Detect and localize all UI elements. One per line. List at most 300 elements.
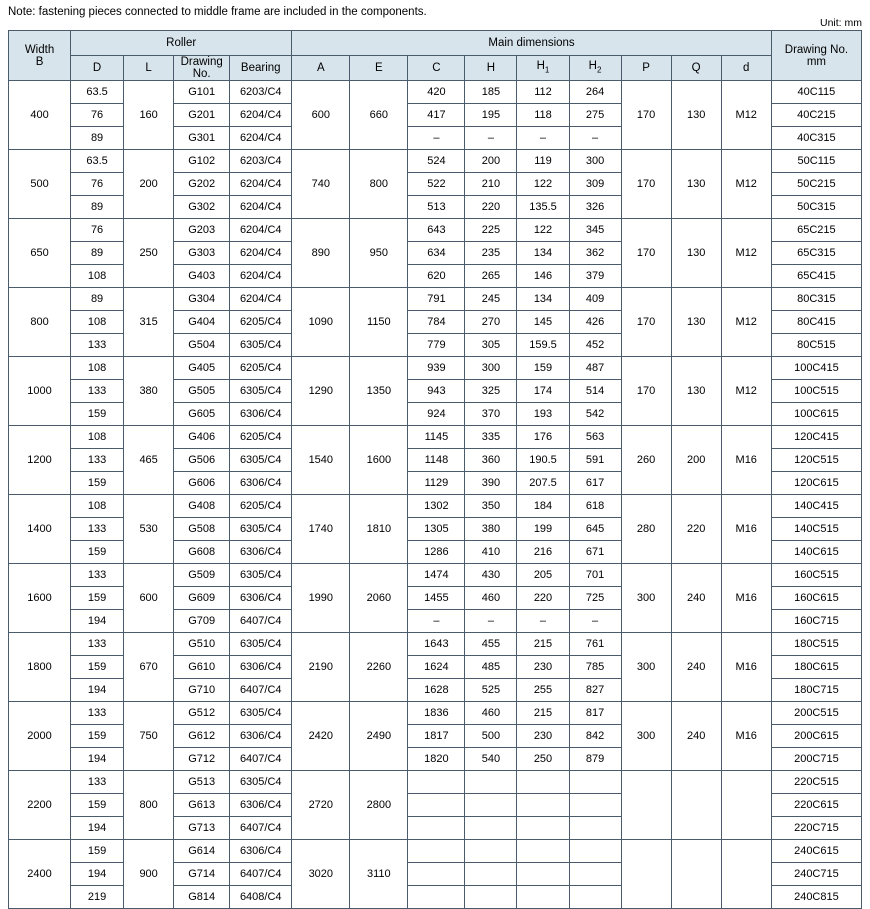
- cell-dim-c: 1305: [408, 518, 465, 541]
- cell-roller-d: 133: [71, 702, 124, 725]
- cell-dim-p: [621, 771, 671, 840]
- cell-dim-c: 784: [408, 311, 465, 334]
- cell-dim-h: 350: [465, 495, 517, 518]
- cell-roller-drawing-no: G506: [174, 449, 230, 472]
- cell-roller-drawing-no: G403: [174, 265, 230, 288]
- cell-dim-h: –: [465, 610, 517, 633]
- cell-roller-drawing-no: G509: [174, 564, 230, 587]
- cell-width-b: 1800: [9, 633, 71, 702]
- cell-roller-drawing-no: G405: [174, 357, 230, 380]
- cell-dim-p: 280: [621, 495, 671, 564]
- cell-roller-l: 380: [124, 357, 174, 426]
- cell-dim-h1: 159.5: [517, 334, 569, 357]
- header-col-a: A: [292, 56, 350, 81]
- cell-drawing-no: 200C515: [771, 702, 861, 725]
- cell-dim-h1: 134: [517, 288, 569, 311]
- cell-drawing-no: 50C315: [771, 196, 861, 219]
- cell-drawing-no: 140C415: [771, 495, 861, 518]
- cell-roller-d: 133: [71, 449, 124, 472]
- cell-dim-h: 220: [465, 196, 517, 219]
- cell-roller-bearing: 6204/C4: [230, 288, 292, 311]
- header-col-p: P: [621, 56, 671, 81]
- cell-dim-p: 260: [621, 426, 671, 495]
- cell-drawing-no: 65C215: [771, 219, 861, 242]
- cell-roller-d: 133: [71, 633, 124, 656]
- cell-roller-d: 159: [71, 541, 124, 564]
- cell-roller-drawing-no: G609: [174, 587, 230, 610]
- cell-dim-h1: [517, 840, 569, 863]
- header-col-drawing-no: [174, 56, 230, 81]
- cell-dim-h: 460: [465, 702, 517, 725]
- cell-roller-bearing: 6205/C4: [230, 495, 292, 518]
- cell-dim-c: [408, 886, 465, 909]
- cell-dim-c: 1820: [408, 748, 465, 771]
- header-col-h1: [517, 56, 569, 81]
- cell-width-b: 1400: [9, 495, 71, 564]
- cell-dim-h2: 300: [569, 150, 621, 173]
- cell-dim-c: [408, 794, 465, 817]
- cell-dim-h2: 362: [569, 242, 621, 265]
- cell-roller-d: 159: [71, 403, 124, 426]
- cell-dim-h: 430: [465, 564, 517, 587]
- cell-dim-q: 240: [671, 633, 721, 702]
- cell-dim-a: 3020: [292, 840, 350, 909]
- cell-dim-h: 410: [465, 541, 517, 564]
- cell-roller-drawing-no: G101: [174, 81, 230, 104]
- cell-dim-q: 130: [671, 288, 721, 357]
- cell-dim-h2: 645: [569, 518, 621, 541]
- cell-dim-c: 939: [408, 357, 465, 380]
- cell-dim-h: 370: [465, 403, 517, 426]
- cell-roller-drawing-no: G712: [174, 748, 230, 771]
- cell-roller-bearing: 6306/C4: [230, 656, 292, 679]
- header-width-b: [9, 31, 71, 81]
- cell-dim-p: 300: [621, 564, 671, 633]
- cell-dim-h: 360: [465, 449, 517, 472]
- cell-dim-c: 1628: [408, 679, 465, 702]
- cell-dim-h: 335: [465, 426, 517, 449]
- cell-dim-e: 2800: [350, 771, 408, 840]
- cell-roller-bearing: 6306/C4: [230, 725, 292, 748]
- cell-dim-h1: 250: [517, 748, 569, 771]
- header-col-h2-sub: 2: [596, 65, 602, 75]
- cell-roller-drawing-no: G513: [174, 771, 230, 794]
- table-row: [9, 426, 862, 449]
- cell-drawing-no: 200C615: [771, 725, 861, 748]
- cell-roller-drawing-no: G408: [174, 495, 230, 518]
- cell-dim-h2: 842: [569, 725, 621, 748]
- cell-dim-h: 225: [465, 219, 517, 242]
- cell-dim-h2: –: [569, 610, 621, 633]
- cell-roller-bearing: 6306/C4: [230, 403, 292, 426]
- cell-dim-h1: 216: [517, 541, 569, 564]
- cell-dim-h1: 230: [517, 656, 569, 679]
- cell-dim-c: [408, 840, 465, 863]
- cell-roller-bearing: 6407/C4: [230, 679, 292, 702]
- cell-dim-c: –: [408, 127, 465, 150]
- cell-roller-l: 670: [124, 633, 174, 702]
- table-body: [9, 81, 862, 909]
- cell-roller-l: 200: [124, 150, 174, 219]
- cell-roller-bearing: 6204/C4: [230, 196, 292, 219]
- cell-dim-h1: 176: [517, 426, 569, 449]
- header-row-sub: [9, 56, 862, 81]
- cell-dim-d: M12: [721, 219, 771, 288]
- cell-dim-d: M16: [721, 564, 771, 633]
- cell-dim-p: 170: [621, 288, 671, 357]
- cell-dim-h2: 879: [569, 748, 621, 771]
- table-row: [9, 564, 862, 587]
- cell-dim-h1: 134: [517, 242, 569, 265]
- cell-drawing-no: 40C315: [771, 127, 861, 150]
- cell-drawing-no: 140C615: [771, 541, 861, 564]
- cell-dim-c: 643: [408, 219, 465, 242]
- cell-roller-d: 108: [71, 495, 124, 518]
- cell-roller-bearing: 6205/C4: [230, 426, 292, 449]
- cell-roller-l: 465: [124, 426, 174, 495]
- cell-roller-d: 194: [71, 748, 124, 771]
- cell-roller-drawing-no: G303: [174, 242, 230, 265]
- cell-dim-h1: 135.5: [517, 196, 569, 219]
- cell-roller-d: 89: [71, 242, 124, 265]
- cell-dim-a: 1540: [292, 426, 350, 495]
- cell-drawing-no: 40C115: [771, 81, 861, 104]
- cell-roller-drawing-no: G302: [174, 196, 230, 219]
- cell-roller-drawing-no: G406: [174, 426, 230, 449]
- cell-dim-e: 2260: [350, 633, 408, 702]
- cell-dim-c: 524: [408, 150, 465, 173]
- cell-dim-h: 300: [465, 357, 517, 380]
- table-row: [9, 702, 862, 725]
- cell-roller-drawing-no: G613: [174, 794, 230, 817]
- cell-dim-h: 265: [465, 265, 517, 288]
- cell-dim-c: 1145: [408, 426, 465, 449]
- cell-dim-h2: 785: [569, 656, 621, 679]
- cell-dim-h: 455: [465, 633, 517, 656]
- cell-roller-drawing-no: G614: [174, 840, 230, 863]
- header-col-bearing: Bearing: [230, 56, 292, 81]
- unit-label: Unit: mm: [820, 17, 862, 29]
- cell-roller-d: 194: [71, 817, 124, 840]
- cell-dim-c: 924: [408, 403, 465, 426]
- cell-roller-drawing-no: G203: [174, 219, 230, 242]
- cell-dim-h1: 112: [517, 81, 569, 104]
- cell-roller-d: 89: [71, 196, 124, 219]
- cell-dim-h2: 426: [569, 311, 621, 334]
- cell-dim-h2: [569, 886, 621, 909]
- cell-dim-h: 460: [465, 587, 517, 610]
- cell-dim-h2: [569, 794, 621, 817]
- cell-drawing-no: 100C615: [771, 403, 861, 426]
- cell-drawing-no: 80C415: [771, 311, 861, 334]
- cell-roller-d: 133: [71, 380, 124, 403]
- cell-dim-h2: [569, 840, 621, 863]
- cell-dim-h1: 255: [517, 679, 569, 702]
- cell-dim-h1: [517, 817, 569, 840]
- cell-drawing-no: 140C515: [771, 518, 861, 541]
- cell-dim-a: 2420: [292, 702, 350, 771]
- cell-roller-d: 159: [71, 656, 124, 679]
- table-row: [9, 840, 862, 863]
- cell-roller-d: 159: [71, 794, 124, 817]
- cell-roller-l: 900: [124, 840, 174, 909]
- cell-roller-drawing-no: G714: [174, 863, 230, 886]
- cell-width-b: 1200: [9, 426, 71, 495]
- cell-dim-e: 1350: [350, 357, 408, 426]
- cell-roller-bearing: 6407/C4: [230, 748, 292, 771]
- cell-dim-h: 200: [465, 150, 517, 173]
- cell-roller-drawing-no: G102: [174, 150, 230, 173]
- cell-roller-bearing: 6204/C4: [230, 127, 292, 150]
- cell-dim-c: 1643: [408, 633, 465, 656]
- header-drawing-no-line2: mm: [806, 55, 826, 68]
- cell-roller-bearing: 6205/C4: [230, 311, 292, 334]
- cell-dim-h2: 725: [569, 587, 621, 610]
- cell-roller-drawing-no: G512: [174, 702, 230, 725]
- cell-dim-h: 185: [465, 81, 517, 104]
- cell-dim-h2: 379: [569, 265, 621, 288]
- cell-roller-drawing-no: G608: [174, 541, 230, 564]
- cell-dim-e: 3110: [350, 840, 408, 909]
- cell-drawing-no: 120C615: [771, 472, 861, 495]
- cell-dim-p: 170: [621, 357, 671, 426]
- cell-width-b: 1000: [9, 357, 71, 426]
- cell-roller-drawing-no: G606: [174, 472, 230, 495]
- header-col-e: E: [350, 56, 408, 81]
- cell-roller-bearing: 6204/C4: [230, 242, 292, 265]
- cell-roller-bearing: 6306/C4: [230, 472, 292, 495]
- cell-roller-d: 108: [71, 265, 124, 288]
- cell-roller-drawing-no: G404: [174, 311, 230, 334]
- cell-width-b: 2400: [9, 840, 71, 909]
- cell-dim-c: 1302: [408, 495, 465, 518]
- cell-dim-d: M16: [721, 702, 771, 771]
- cell-dim-c: 943: [408, 380, 465, 403]
- cell-dim-h: [465, 794, 517, 817]
- cell-drawing-no: 50C115: [771, 150, 861, 173]
- cell-drawing-no: 180C615: [771, 656, 861, 679]
- cell-roller-drawing-no: G610: [174, 656, 230, 679]
- cell-dim-h: 325: [465, 380, 517, 403]
- cell-roller-d: 89: [71, 288, 124, 311]
- cell-roller-drawing-no: G709: [174, 610, 230, 633]
- cell-drawing-no: 120C515: [771, 449, 861, 472]
- cell-dim-d: M16: [721, 495, 771, 564]
- header-col-drawing-line1: Drawing: [180, 56, 223, 68]
- cell-roller-l: 315: [124, 288, 174, 357]
- cell-dim-h1: [517, 863, 569, 886]
- cell-roller-d: 76: [71, 219, 124, 242]
- cell-dim-a: 2190: [292, 633, 350, 702]
- cell-roller-bearing: 6305/C4: [230, 380, 292, 403]
- cell-roller-drawing-no: G201: [174, 104, 230, 127]
- cell-drawing-no: 50C215: [771, 173, 861, 196]
- cell-roller-d: 108: [71, 357, 124, 380]
- cell-roller-bearing: 6407/C4: [230, 610, 292, 633]
- cell-dim-c: [408, 817, 465, 840]
- cell-dim-a: 890: [292, 219, 350, 288]
- cell-roller-d: 159: [71, 472, 124, 495]
- cell-dim-a: 2720: [292, 771, 350, 840]
- header-col-l: L: [124, 56, 174, 81]
- cell-dim-h: 245: [465, 288, 517, 311]
- cell-dim-c: [408, 863, 465, 886]
- cell-width-b: 2000: [9, 702, 71, 771]
- cell-roller-bearing: 6407/C4: [230, 863, 292, 886]
- cell-dim-h1: [517, 886, 569, 909]
- cell-drawing-no: 240C615: [771, 840, 861, 863]
- cell-dim-h2: 275: [569, 104, 621, 127]
- header-col-h2: [569, 56, 621, 81]
- cell-dim-h: 380: [465, 518, 517, 541]
- cell-dim-c: 522: [408, 173, 465, 196]
- cell-roller-drawing-no: G202: [174, 173, 230, 196]
- cell-dim-h: 305: [465, 334, 517, 357]
- cell-roller-d: 63.5: [71, 150, 124, 173]
- header-col-h: H: [465, 56, 517, 81]
- cell-dim-a: 1740: [292, 495, 350, 564]
- cell-roller-l: 600: [124, 564, 174, 633]
- cell-dim-h1: 146: [517, 265, 569, 288]
- cell-roller-d: 194: [71, 863, 124, 886]
- cell-dim-h1: 122: [517, 219, 569, 242]
- header-col-h1-sub: 1: [544, 65, 550, 75]
- cell-dim-h: 485: [465, 656, 517, 679]
- table-row: [9, 219, 862, 242]
- cell-roller-l: 750: [124, 702, 174, 771]
- cell-dim-d: M12: [721, 81, 771, 150]
- cell-drawing-no: 220C715: [771, 817, 861, 840]
- cell-dim-h1: 145: [517, 311, 569, 334]
- cell-drawing-no: 240C815: [771, 886, 861, 909]
- header-main-dimensions: Main dimensions: [292, 31, 772, 56]
- cell-drawing-no: 100C415: [771, 357, 861, 380]
- cell-dim-q: [671, 771, 721, 840]
- cell-dim-h: 500: [465, 725, 517, 748]
- cell-roller-bearing: 6306/C4: [230, 794, 292, 817]
- cell-dim-c: 1455: [408, 587, 465, 610]
- cell-drawing-no: 160C515: [771, 564, 861, 587]
- cell-roller-bearing: 6305/C4: [230, 564, 292, 587]
- cell-dim-h1: 215: [517, 702, 569, 725]
- cell-dim-p: 300: [621, 633, 671, 702]
- cell-roller-drawing-no: G612: [174, 725, 230, 748]
- cell-width-b: 400: [9, 81, 71, 150]
- cell-dim-a: 600: [292, 81, 350, 150]
- cell-roller-drawing-no: G301: [174, 127, 230, 150]
- header-width-line1: Width: [24, 43, 55, 56]
- cell-dim-q: 130: [671, 357, 721, 426]
- cell-drawing-no: 40C215: [771, 104, 861, 127]
- cell-dim-c: 1129: [408, 472, 465, 495]
- cell-dim-h2: 309: [569, 173, 621, 196]
- cell-dim-h2: 817: [569, 702, 621, 725]
- cell-drawing-no: 160C715: [771, 610, 861, 633]
- cell-dim-p: 170: [621, 150, 671, 219]
- cell-dim-h1: 215: [517, 633, 569, 656]
- cell-drawing-no: 200C715: [771, 748, 861, 771]
- cell-roller-d: 159: [71, 840, 124, 863]
- header-col-d-small: d: [721, 56, 771, 81]
- cell-dim-h: 390: [465, 472, 517, 495]
- cell-roller-bearing: 6306/C4: [230, 587, 292, 610]
- table-row: [9, 81, 862, 104]
- cell-dim-p: 170: [621, 219, 671, 288]
- header-drawing-no-mm: [771, 31, 861, 81]
- cell-drawing-no: 160C615: [771, 587, 861, 610]
- cell-dim-c: 1286: [408, 541, 465, 564]
- cell-roller-d: 63.5: [71, 81, 124, 104]
- cell-dim-h1: 220: [517, 587, 569, 610]
- cell-dim-h1: 193: [517, 403, 569, 426]
- cell-dim-q: 220: [671, 495, 721, 564]
- cell-dim-h1: –: [517, 127, 569, 150]
- cell-dim-q: 240: [671, 564, 721, 633]
- cell-roller-bearing: 6305/C4: [230, 449, 292, 472]
- cell-roller-d: 194: [71, 679, 124, 702]
- cell-drawing-no: 65C315: [771, 242, 861, 265]
- cell-drawing-no: 240C715: [771, 863, 861, 886]
- cell-dim-h2: 326: [569, 196, 621, 219]
- cell-roller-bearing: 6305/C4: [230, 633, 292, 656]
- table-row: [9, 771, 862, 794]
- cell-drawing-no: 220C515: [771, 771, 861, 794]
- cell-dim-h2: 345: [569, 219, 621, 242]
- cell-dim-h2: 514: [569, 380, 621, 403]
- cell-roller-d: 76: [71, 173, 124, 196]
- cell-dim-h1: 190.5: [517, 449, 569, 472]
- cell-dim-e: 2060: [350, 564, 408, 633]
- cell-roller-bearing: 6204/C4: [230, 265, 292, 288]
- cell-dim-h2: [569, 863, 621, 886]
- cell-dim-h1: 122: [517, 173, 569, 196]
- cell-dim-h1: 207.5: [517, 472, 569, 495]
- cell-drawing-no: 80C515: [771, 334, 861, 357]
- cell-roller-bearing: 6306/C4: [230, 840, 292, 863]
- cell-dim-c: 779: [408, 334, 465, 357]
- cell-dim-q: 130: [671, 81, 721, 150]
- cell-roller-d: 194: [71, 610, 124, 633]
- cell-roller-l: 800: [124, 771, 174, 840]
- cell-dim-h2: 487: [569, 357, 621, 380]
- cell-roller-drawing-no: G508: [174, 518, 230, 541]
- specification-table: [8, 30, 862, 909]
- cell-dim-h2: 761: [569, 633, 621, 656]
- cell-roller-bearing: 6205/C4: [230, 357, 292, 380]
- header-col-h1-base: H: [536, 59, 545, 72]
- cell-roller-d: 133: [71, 564, 124, 587]
- cell-dim-c: 420: [408, 81, 465, 104]
- cell-roller-d: 159: [71, 725, 124, 748]
- cell-dim-h1: [517, 771, 569, 794]
- cell-dim-h: [465, 817, 517, 840]
- cell-dim-e: 1810: [350, 495, 408, 564]
- cell-roller-drawing-no: G505: [174, 380, 230, 403]
- cell-dim-h2: 827: [569, 679, 621, 702]
- cell-dim-h: –: [465, 127, 517, 150]
- cell-roller-drawing-no: G814: [174, 886, 230, 909]
- cell-dim-h2: 701: [569, 564, 621, 587]
- cell-dim-p: 170: [621, 81, 671, 150]
- cell-dim-h: 210: [465, 173, 517, 196]
- cell-dim-c: 513: [408, 196, 465, 219]
- cell-width-b: 1600: [9, 564, 71, 633]
- cell-roller-bearing: 6305/C4: [230, 334, 292, 357]
- cell-dim-a: 1990: [292, 564, 350, 633]
- cell-dim-c: 1817: [408, 725, 465, 748]
- cell-dim-d: [721, 771, 771, 840]
- cell-dim-d: M16: [721, 426, 771, 495]
